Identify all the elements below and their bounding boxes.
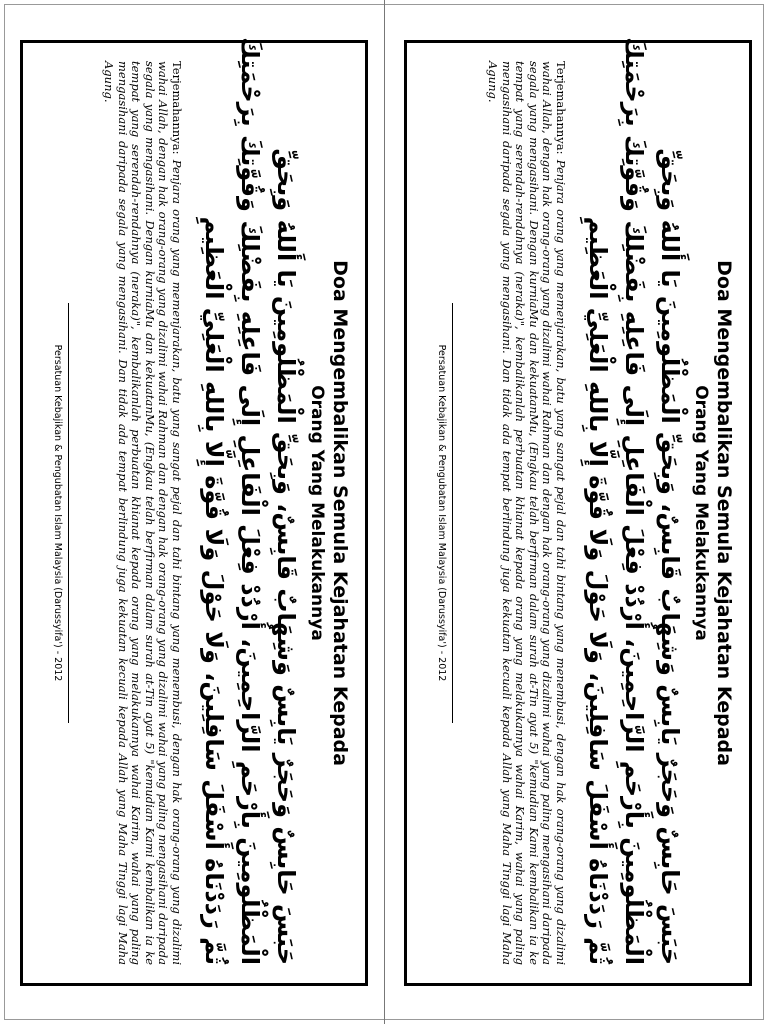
arabic-line-2: الْمَظْلُومِينَ بِأَرْحَمِ الرَّاحِمِينَ، أُرْدُدْ فِعْلَ الْفَاعِلِ إِلَى فَاعِلِهِ بِفَضْلِكَ وَقُوَّتِكَ بِرَحْمَتِكَ	[620, 37, 648, 965]
translation-paragraph	[102, 61, 183, 965]
arabic-line-1: حَبَسَ حَابِسٌ وَحَجَرٌ يَابِسٌ وَشِهَابٌ قَابِسٌ، وَبِحَقِّ الْمَظْلُومِينَ يَا أَللهُ وَبِحَقِّ	[272, 148, 300, 965]
card-title: Doa Mengembalikan Semula Kejahatan Kepada	[713, 260, 735, 766]
arabic-line-3: ثُمَّ رَدَدْنَاهُ أَسْفَلَ سَافِلِينَ، وَلَا حَوْلَ وَلَا قُوَّةَ إِلَّا بِاللهِ الْعَلِيِّ الْعَظِيمِ	[584, 216, 612, 965]
translation-label: Terjemahannya:	[170, 61, 184, 160]
card-content	[407, 37, 749, 983]
footer-divider	[68, 303, 69, 723]
translation-paragraph	[486, 61, 567, 965]
fold-line	[384, 0, 385, 1024]
translation-text: Penjara orang yang memenjarakan, batu yang sangat pejal dan tahi bintang yang menembusi, dengan hak orang-orang yang dizalimi wahai Allah, dengan hak orang-orang yang dizalimi wahai Rahman dan dengan hak orang-orang yang dizalimi wahai yang paling mengasihani daripada segala yang mengasihani. Dengan kurniaMu dan kekuatanMu, (Engkau telah berfirman dalam surah at-Tin ayat 5) "kemudian Kami kembalikan ia ke tempat yang serendah-rendahnya (neraka)", kembalikanlah perbuatan khianat kepada orang yang melakukannya wahai Karim, wahai yang paling mengasihani daripada segala yang mengasihani. Dan tidak ada tempat berlindung juga kekuatan kecuali kepada Allah yang Maha Tinggi lagi Maha Agung.	[102, 61, 184, 965]
arabic-line-3: ثُمَّ رَدَدْنَاهُ أَسْفَلَ سَافِلِينَ، وَلَا حَوْلَ وَلَا قُوَّةَ إِلَّا بِاللهِ الْعَلِيِّ الْعَظِيمِ	[200, 216, 228, 965]
card-subtitle: Orang Yang Melakukannya	[307, 385, 327, 641]
footer-credit: Persatuan Kebajikan & Pengubatan Islam Malaysia (Darussyifa') - 2012	[436, 344, 447, 682]
translation-text: Penjara orang yang memenjarakan, batu yang sangat pejal dan tahi bintang yang menembusi, dengan hak orang-orang yang dizalimi wahai Allah, dengan hak orang-orang yang dizalimi wahai Rahman dan dengan hak orang-orang yang dizalimi wahai yang paling mengasihani daripada segala yang mengasihani. Dengan kurniaMu dan kekuatanMu, (Engkau telah berfirman dalam surah at-Tin ayat 5) "kemudian Kami kembalikan ia ke tempat yang serendah-rendahnya (neraka)", kembalikanlah perbuatan khianat kepada orang yang melakukannya wahai Karim, wahai yang paling mengasihani daripada segala yang mengasihani. Dan tidak ada tempat berlindung juga kekuatan kecuali kepada Allah yang Maha Tinggi lagi Maha Agung.	[486, 61, 568, 965]
card-content	[23, 37, 365, 983]
arabic-line-1: حَبَسَ حَابِسٌ وَحَجَرٌ يَابِسٌ وَشِهَابٌ قَابِسٌ، وَبِحَقِّ الْمَظْلُومِينَ يَا أَللهُ وَبِحَقِّ	[656, 148, 684, 965]
prayer-card-left	[20, 37, 368, 986]
prayer-card-right	[404, 37, 752, 986]
card-title: Doa Mengembalikan Semula Kejahatan Kepada	[329, 260, 351, 766]
arabic-line-2: الْمَظْلُومِينَ بِأَرْحَمِ الرَّاحِمِينَ، أُرْدُدْ فِعْلَ الْفَاعِلِ إِلَى فَاعِلِهِ بِفَضْلِكَ وَقُوَّتِكَ بِرَحْمَتِكَ	[236, 37, 264, 965]
translation-label: Terjemahannya:	[554, 61, 568, 160]
card-subtitle: Orang Yang Melakukannya	[691, 385, 711, 641]
footer-divider	[452, 303, 453, 723]
footer-credit: Persatuan Kebajikan & Pengubatan Islam Malaysia (Darussyifa') - 2012	[52, 344, 63, 682]
